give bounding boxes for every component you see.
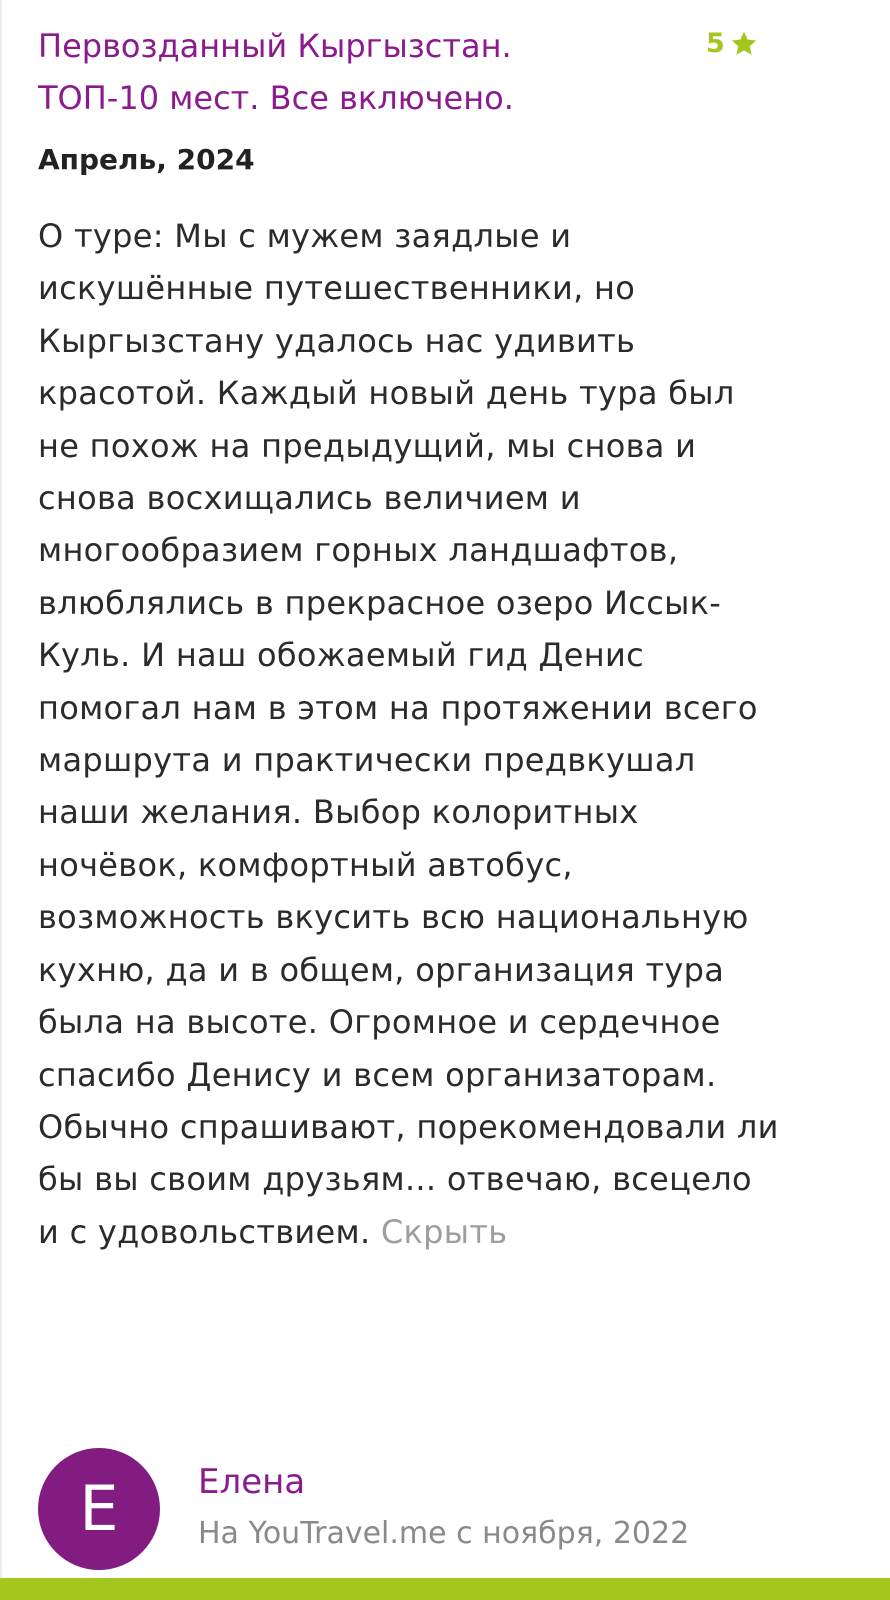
star-icon — [729, 29, 759, 59]
review-date: Апрель, 2024 — [38, 143, 255, 176]
author-name-link[interactable]: Елена — [198, 1462, 306, 1502]
review-author — [38, 1448, 838, 1572]
avatar[interactable]: Е — [38, 1448, 160, 1570]
review-text — [38, 210, 783, 1258]
bottom-accent-bar — [0, 1578, 890, 1600]
page-edge — [0, 0, 2, 1600]
review-body-text: О туре: Мы с мужем заядлые и искушённые путешественники, но Кыргызстану удалось нас удивить красотой. Каждый новый день тура был не похож на предыдущий, мы снова и снова восхищались величием и многообразием горных ландшафтов, влюблялись в прекрасное озеро Иссык-Куль. И наш обожаемый гид Денис помогал нам в этом на протяжении всего маршрута и практически предвкушал наши желания. Выбор колоритных ночёвок, комфортный автобус, возможность вкусить всю национальную кухню, да и в общем, организация тура была на высоте. Огромное и сердечное спасибо Денису и всем организаторам. Обычно спрашивают, порекомендовали ли бы вы своим друзьям... отвечаю, всецело и с удовольствием. — [38, 217, 779, 1251]
rating-value: 5 — [706, 28, 725, 59]
tour-title-link[interactable]: Первозданный Кыргызстан. ТОП-10 мест. Все включено. — [38, 27, 514, 117]
hide-review-link[interactable]: Скрыть — [380, 1212, 508, 1251]
member-since: На YouTravel.me с ноября, 2022 — [198, 1516, 690, 1551]
rating — [706, 28, 759, 59]
